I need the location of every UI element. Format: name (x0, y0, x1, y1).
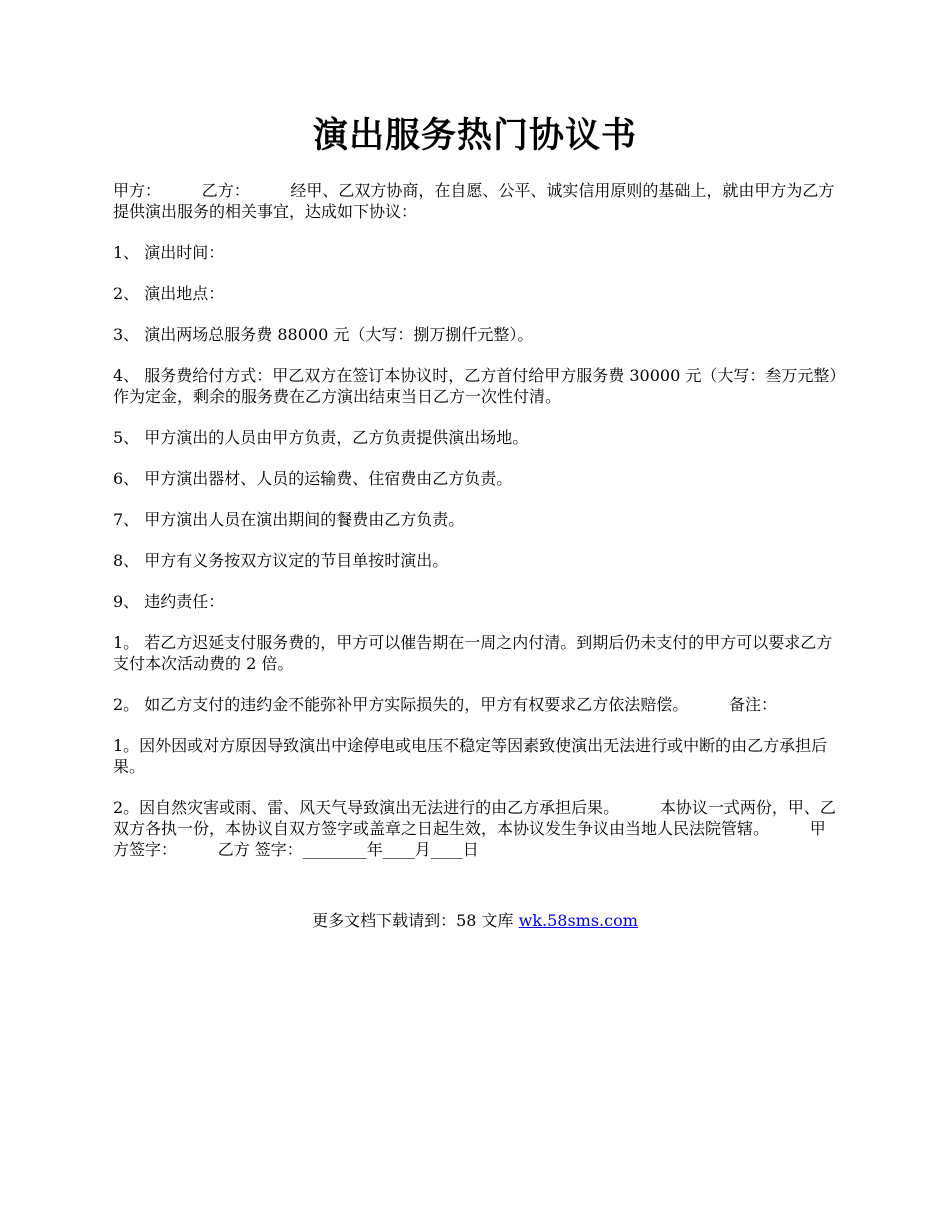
document-body (113, 180, 841, 880)
clause-6-transport-lodging: 6、 甲方演出器材、人员的运输费、住宿费由乙方负责。 (113, 469, 513, 488)
clause-3-service-fee: 3、 演出两场总服务费 88000 元（大写：捌万捌仟元整）。 (113, 325, 534, 344)
clause-2-performance-venue: 2、 演出地点： (113, 284, 225, 303)
footer-link[interactable]: wk.58sms.com (518, 911, 638, 930)
clause-8-program: 8、 甲方有义务按双方议定的节目单按时演出。 (113, 551, 449, 570)
note-item-2-and-signatures: 2。因自然灾害或雨、雷、风天气导致演出无法进行的由乙方承担后果。 本协议一式两份，甲、乙双方各执一份，本协议自双方签字或盖章之日起生效，本协议发生争议由当地人民法院管辖。 甲方签字： 乙方 签字：________年____月____日 (113, 798, 836, 859)
clause-5-personnel: 5、 甲方演出的人员由甲方负责，乙方负责提供演出场地。 (113, 428, 529, 447)
liability-item-2: 2。 如乙方支付的违约金不能弥补甲方实际损失的，甲方有权要求乙方依法赔偿。 备注： (113, 695, 777, 714)
clause-4-payment-method: 4、 服务费给付方式：甲乙双方在签订本协议时，乙方首付给甲方服务费 30000 元（大写：叁万元整）作为定金，剩余的服务费在乙方演出结束当日乙方一次性付清。 (113, 366, 838, 406)
liability-item-1: 1。 若乙方迟延支付服务费的，甲方可以催告期在一周之内付清。到期后仍未支付的甲方可以要求乙方支付本次活动费的 2 倍。 (113, 633, 833, 673)
clause-9-liability: 9、 违约责任： (113, 592, 225, 611)
footer (0, 910, 950, 932)
footer-text: 更多文档下载请到：58 文库 (312, 911, 519, 930)
document-title: 演出服务热门协议书 (312, 115, 637, 156)
intro-paragraph: 甲方： 乙方： 经甲、乙双方协商，在自愿、公平、诚实信用原则的基础上，就由甲方为乙方提供演出服务的相关事宜，达成如下协议： (113, 181, 835, 221)
clause-1-performance-time: 1、 演出时间： (113, 243, 225, 262)
note-item-1: 1。因外因或对方原因导致演出中途停电或电压不稳定等因素致使演出无法进行或中断的由乙方承担后果。 (113, 736, 828, 776)
clause-7-meals: 7、 甲方演出人员在演出期间的餐费由乙方负责。 (113, 510, 465, 529)
